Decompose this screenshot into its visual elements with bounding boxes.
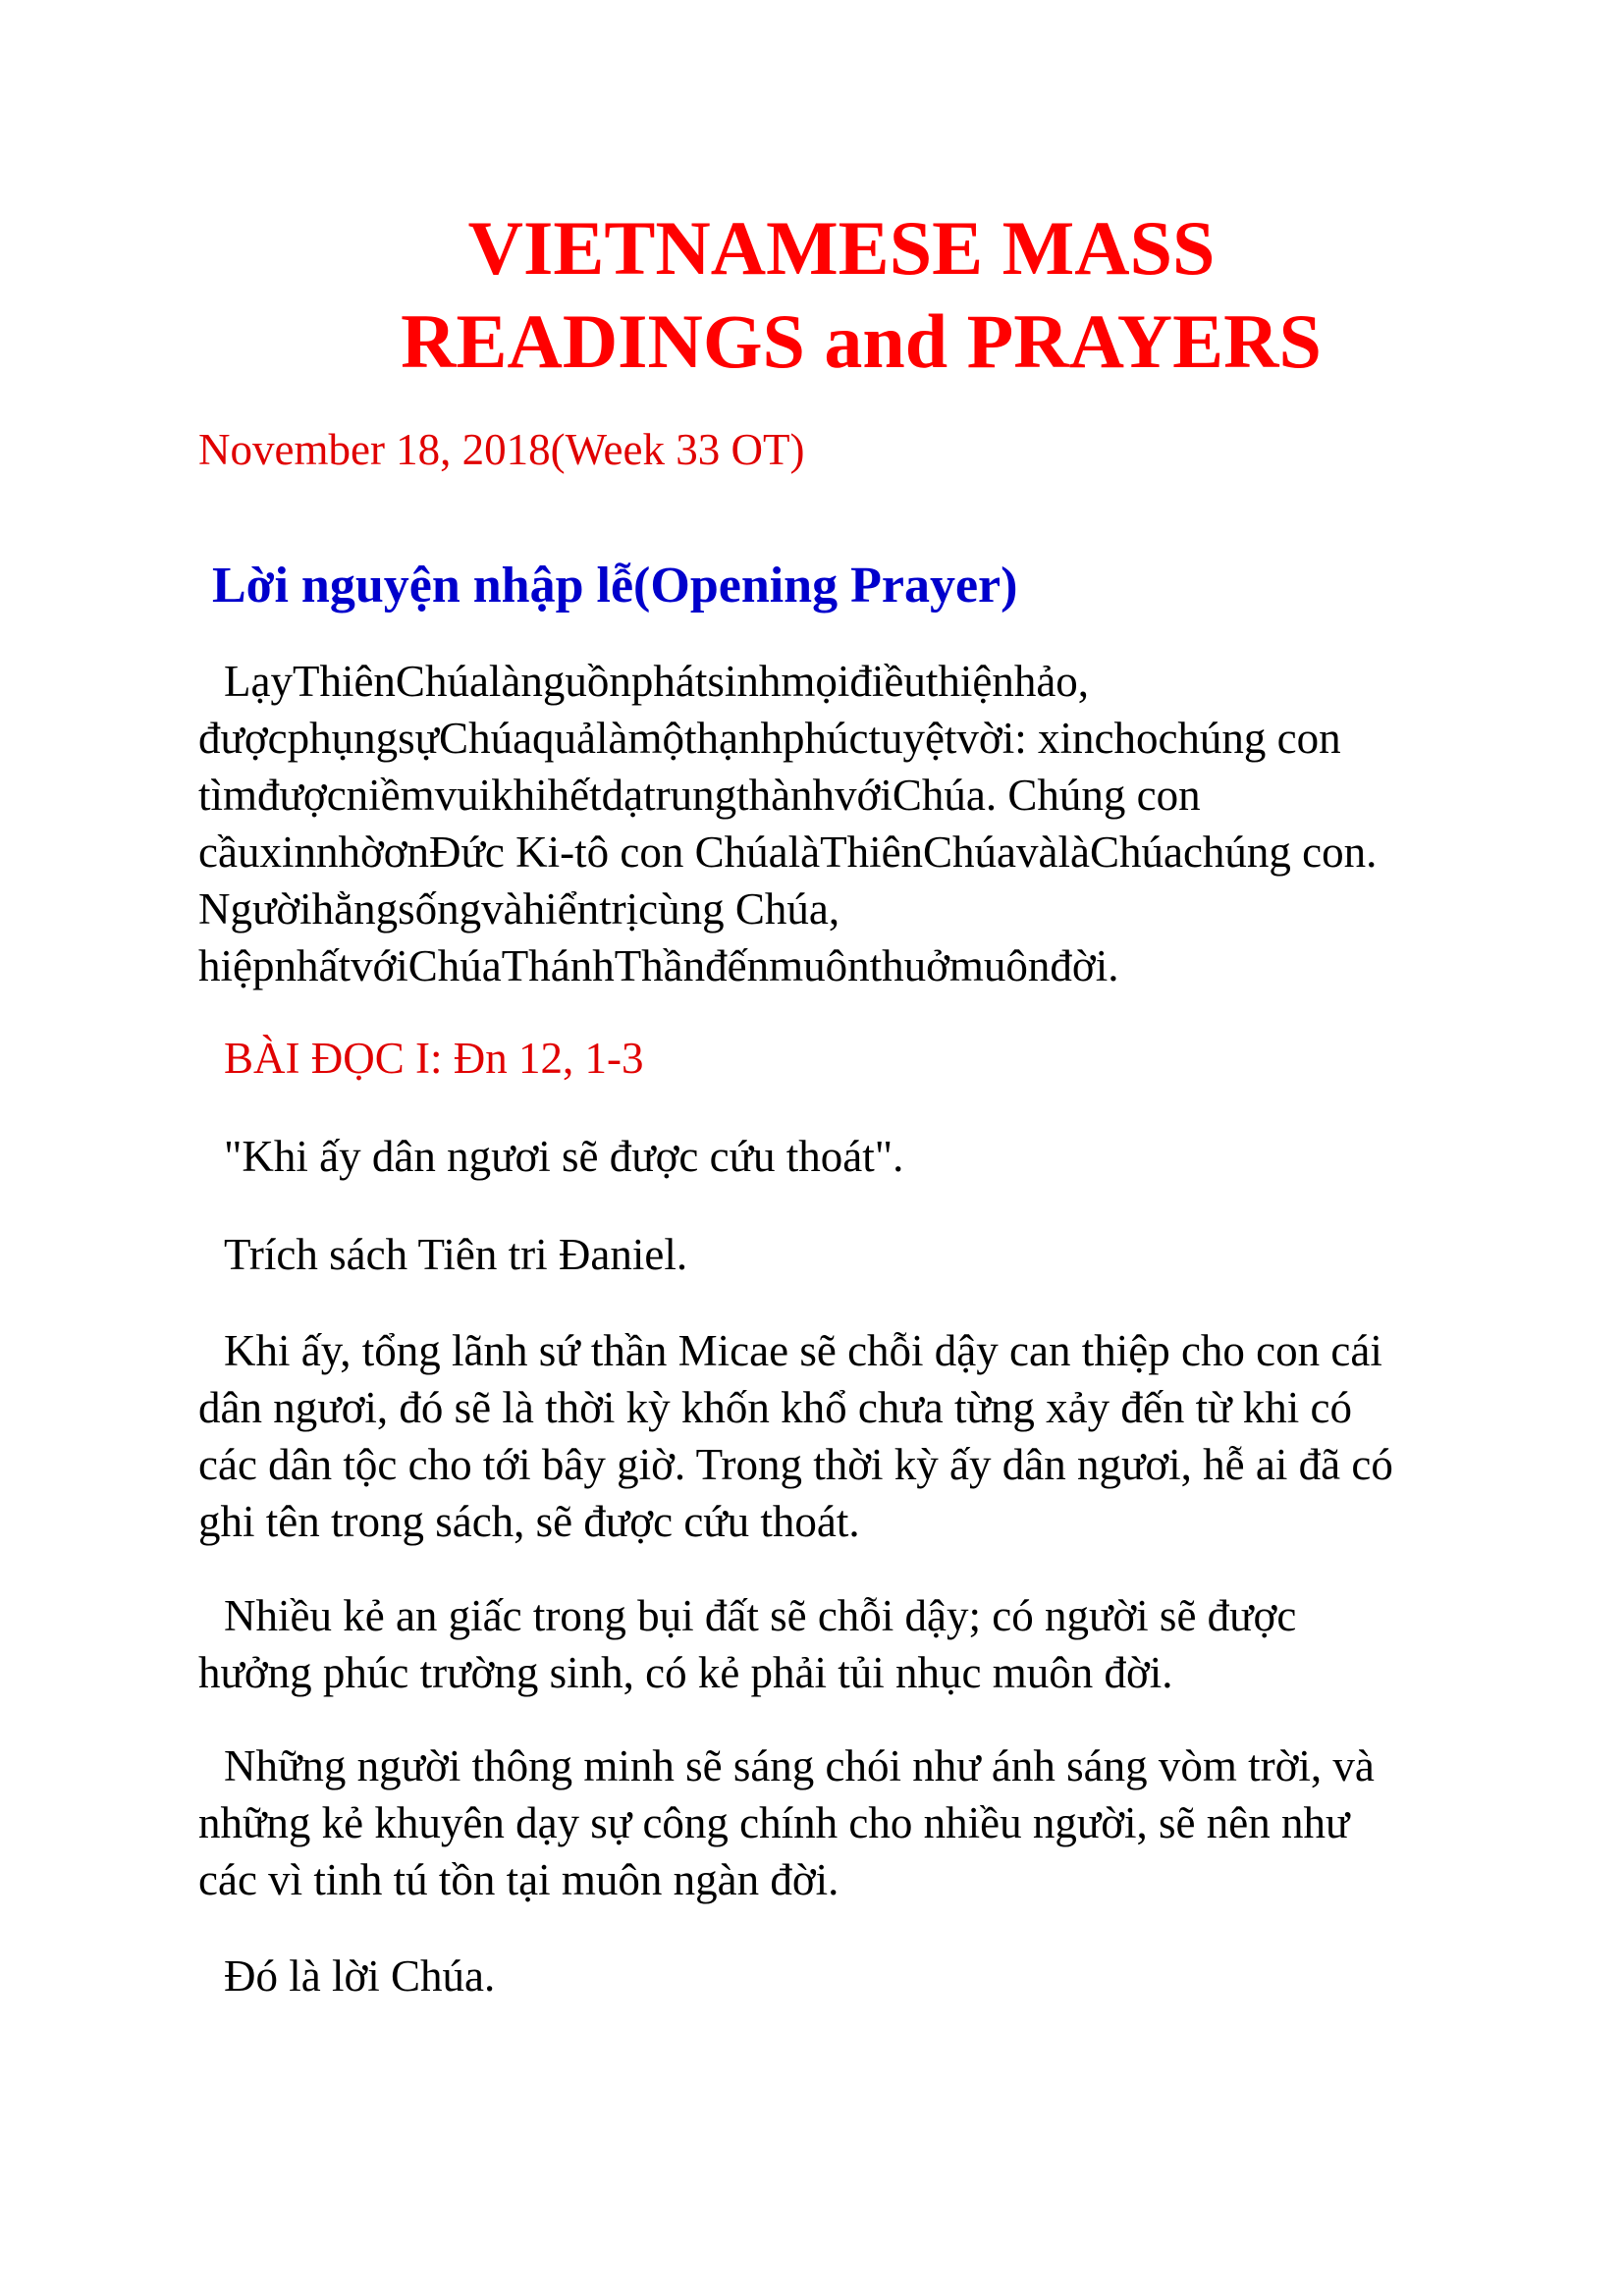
opening-prayer-heading: Lời nguyện nhập lễ(Opening Prayer) [212, 558, 1018, 614]
mass-date: November 18, 2018(Week 33 OT) [198, 425, 805, 474]
document-title-line-1: VIETNAMESE MASS [467, 205, 1216, 291]
first-reading-source: Trích sách Tiên tri Đaniel. [224, 1230, 688, 1279]
document-title-line-2: READINGS and PRAYERS [401, 298, 1322, 384]
first-reading-subtitle: "Khi ấy dân ngươi sẽ được cứu thoát". [224, 1132, 904, 1181]
reading-line: những kẻ khuyên dạy sự công chính cho nhiều người, sẽ nên như [198, 1798, 1350, 1847]
reading-line: Nhiều kẻ an giấc trong bụi đất sẽ chỗi dậy; có người sẽ được [224, 1591, 1297, 1640]
reading-paragraph-3 [198, 1737, 1553, 1908]
reading-line: các vì tinh tú tồn tại muôn ngàn đời. [198, 1855, 839, 1904]
opening-prayer-line: đượcphụngsựChúaquảlàmộthạnhphúctuyệtvời: xinchochúng con [198, 714, 1341, 763]
reading-line: ghi tên trong sách, sẽ được cứu thoát. [198, 1497, 860, 1546]
reading-closing: Đó là lời Chúa. [224, 1951, 496, 2001]
opening-prayer-text [198, 653, 1553, 994]
reading-line: Những người thông minh sẽ sáng chói như ánh sáng vòm trời, và [224, 1741, 1375, 1790]
opening-prayer-line: Ngườihằngsốngvàhiểntrịcùng Chúa, [198, 884, 840, 934]
reading-paragraph-2 [198, 1587, 1553, 1701]
opening-prayer-line: cầuxinnhờơnĐức Ki-tô con ChúalàThiênChúavàlàChúachúng con. [198, 828, 1378, 877]
opening-prayer-line: LạyThiênChúalànguồnphátsinhmọiđiềuthiệnhảo, [224, 657, 1090, 706]
reading-paragraph-1 [198, 1322, 1553, 1550]
opening-prayer-line: hiệpnhấtvớiChúaThánhThầnđếnmuônthuởmuônđời. [198, 941, 1119, 990]
reading-line: Khi ấy, tổng lãnh sứ thần Micae sẽ chỗi dậy can thiệp cho con cái [224, 1326, 1382, 1375]
opening-prayer-line: tìmđượcniềmvuikhihếtdạtrungthànhvớiChúa. Chúng con [198, 771, 1201, 820]
reading-line: hưởng phúc trường sinh, có kẻ phải tủi nhục muôn đời. [198, 1648, 1173, 1697]
first-reading-title: BÀI ĐỌC I: Đn 12, 1-3 [224, 1034, 644, 1083]
reading-line: dân ngươi, đó sẽ là thời kỳ khốn khổ chưa từng xảy đến từ khi có [198, 1383, 1352, 1432]
reading-line: các dân tộc cho tới bây giờ. Trong thời kỳ ấy dân ngươi, hễ ai đã có [198, 1440, 1393, 1489]
